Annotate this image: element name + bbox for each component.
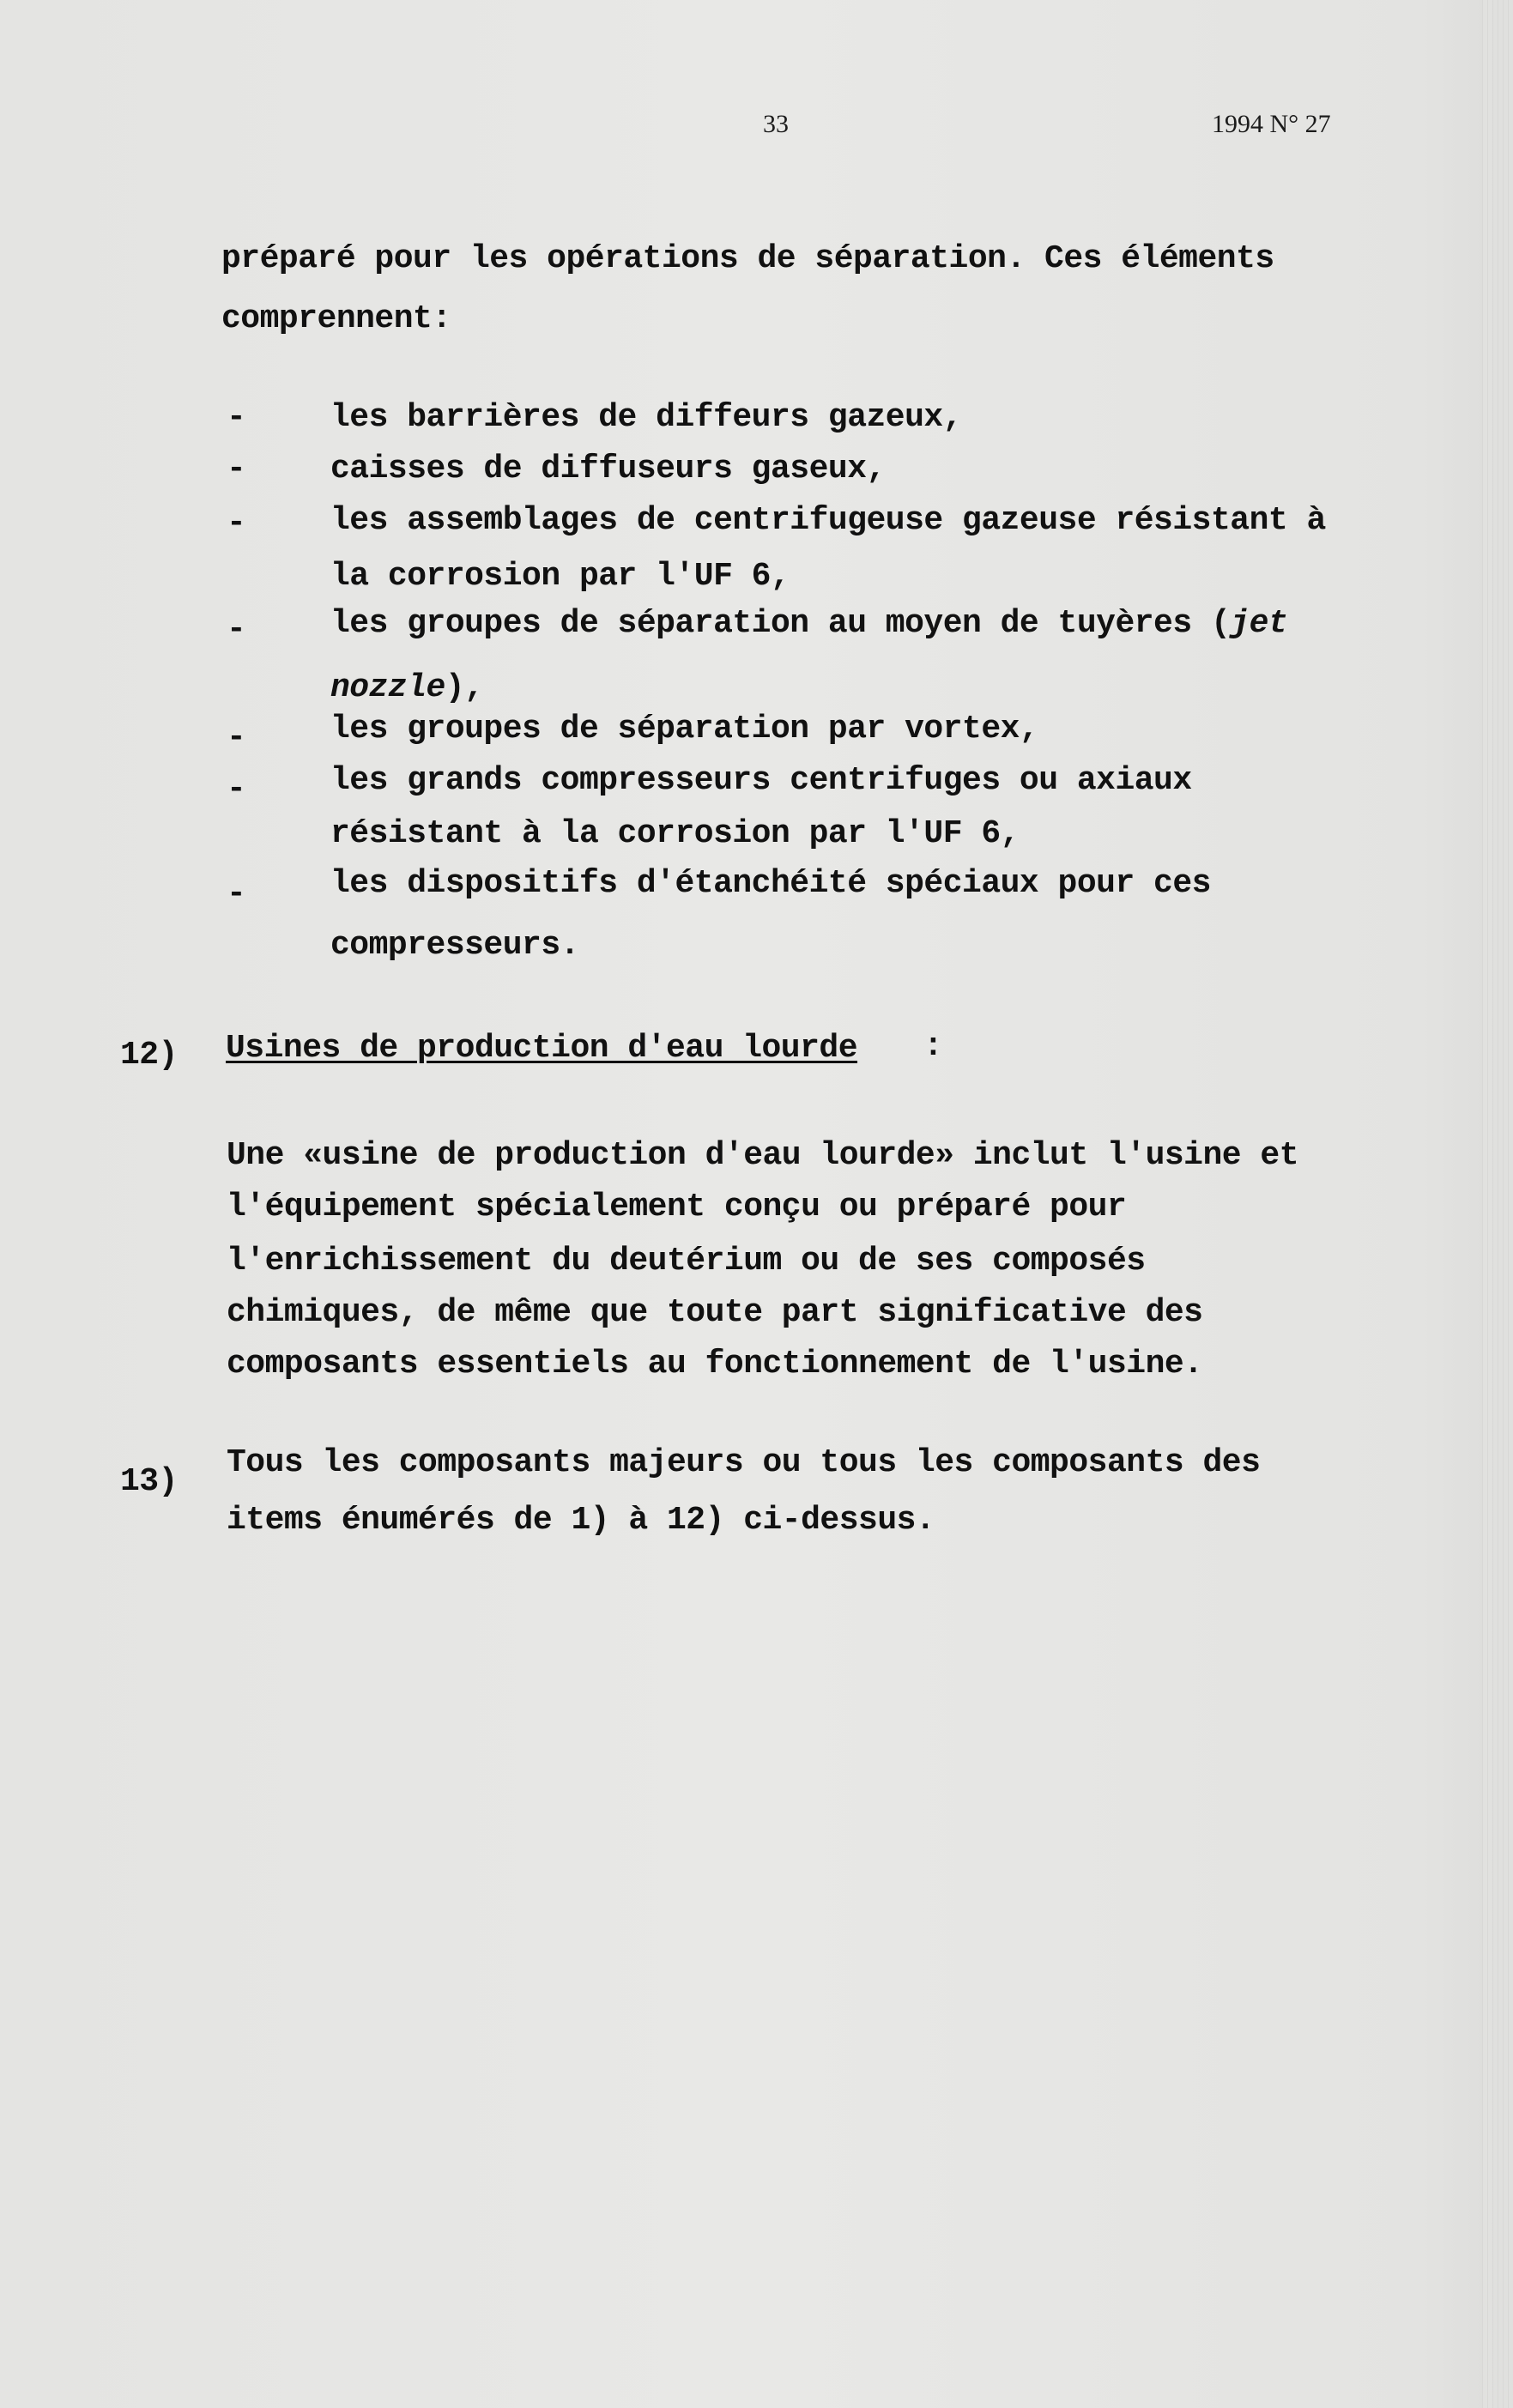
list-bullet: - (227, 719, 246, 756)
list-item-continuation: compresseurs. (330, 927, 579, 964)
paragraph-line: composants essentiels au fonctionnement de l'usine. (227, 1346, 1203, 1382)
list-item-italic-term: jet (1230, 605, 1288, 642)
list-item: caisses de diffuseurs gaseux, (330, 451, 886, 487)
page-number: 33 (763, 110, 789, 138)
list-item-continuation (330, 669, 483, 706)
section-heading: Usines de production d'eau lourde (226, 1030, 858, 1067)
paragraph-line: l'enrichissement du deutérium ou de ses composés (227, 1243, 1146, 1280)
list-bullet: - (227, 505, 246, 541)
list-item (330, 605, 1287, 642)
list-item: les groupes de séparation par vortex, (330, 711, 1039, 747)
section-number-13: 13) (120, 1463, 178, 1500)
list-item-continuation: la corrosion par l'UF 6, (330, 558, 790, 595)
list-bullet: - (227, 875, 246, 912)
paragraph-line: chimiques, de même que toute part significative des (227, 1294, 1203, 1331)
list-item: les assemblages de centrifugeuse gazeuse résistant à (330, 502, 1326, 539)
intro-text-line-2: comprennent: (221, 300, 451, 337)
list-item-text: les groupes de séparation au moyen de tuyères ( (330, 605, 1231, 642)
intro-text-line-1: préparé pour les opérations de séparation. Ces éléments (221, 240, 1274, 277)
section-heading-colon: : (923, 1028, 943, 1065)
list-item: les dispositifs d'étanchéité spéciaux pour ces (330, 865, 1211, 902)
list-bullet: - (227, 611, 246, 648)
list-item-text: ), (445, 669, 484, 706)
list-item-italic-term: nozzle (330, 669, 445, 706)
document-reference: 1994 N° 27 (1212, 110, 1331, 138)
paragraph-line: items énumérés de 1) à 12) ci-dessus. (227, 1502, 935, 1539)
paragraph-line: Une «usine de production d'eau lourde» inclut l'usine et (227, 1137, 1299, 1174)
paragraph-line: l'équipement spécialement conçu ou préparé pour (227, 1189, 1127, 1225)
list-item-continuation: résistant à la corrosion par l'UF 6, (330, 815, 1020, 852)
list-item: les grands compresseurs centrifuges ou axiaux (330, 762, 1192, 799)
list-item: les barrières de diffeurs gazeux, (330, 399, 963, 436)
section-number-12: 12) (120, 1037, 178, 1074)
paragraph-line: Tous les composants majeurs ou tous les composants des (227, 1444, 1261, 1481)
list-bullet: - (227, 771, 246, 808)
page-stack-edge (1482, 0, 1513, 2408)
list-bullet: - (227, 451, 246, 487)
list-bullet: - (227, 399, 246, 436)
